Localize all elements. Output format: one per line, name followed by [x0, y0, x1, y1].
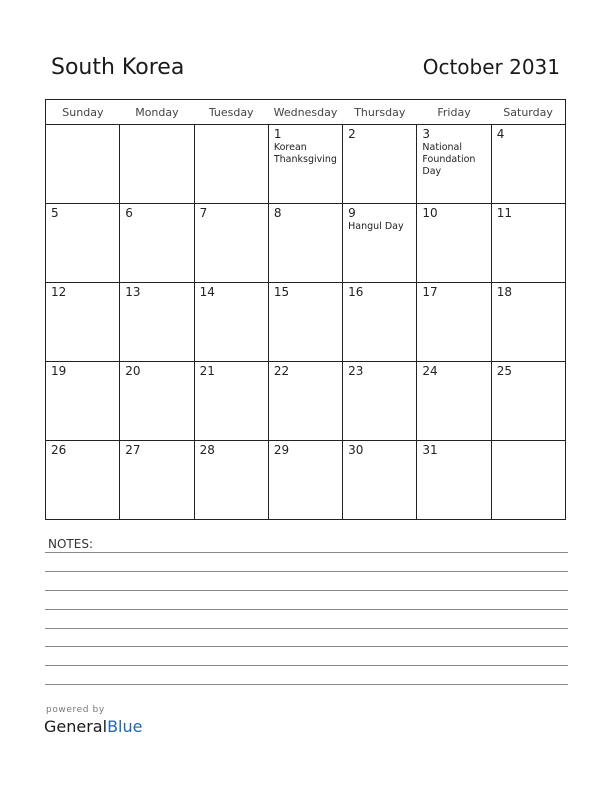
country-title: South Korea — [51, 55, 185, 80]
weekday-header-row — [46, 100, 566, 125]
day-cell — [268, 362, 342, 441]
week-row — [46, 204, 566, 283]
day-cell — [491, 283, 565, 362]
day-cell — [194, 441, 268, 520]
day-number: 12 — [51, 285, 67, 299]
day-cell — [120, 441, 194, 520]
note-line — [45, 646, 568, 647]
day-cell — [417, 283, 491, 362]
weekday-tuesday: Tuesday — [194, 100, 268, 125]
day-cell — [491, 441, 565, 520]
day-cell — [46, 441, 120, 520]
day-cell — [417, 441, 491, 520]
day-number: 6 — [125, 206, 133, 220]
week-row — [46, 283, 566, 362]
day-number: 28 — [199, 443, 215, 457]
day-cell — [491, 125, 565, 204]
note-line — [45, 552, 568, 553]
day-number: 24 — [422, 364, 438, 378]
day-cell — [491, 204, 565, 283]
weekday-thursday: Thursday — [343, 100, 417, 125]
notes-label: NOTES: — [48, 537, 93, 551]
day-number: 14 — [199, 285, 215, 299]
day-number: 26 — [51, 443, 67, 457]
day-number: 19 — [51, 364, 67, 378]
powered-by-text: powered by — [46, 705, 105, 715]
day-number: 18 — [496, 285, 512, 299]
day-number: 3 — [422, 127, 431, 141]
holiday-label: National Foundation Day — [422, 142, 476, 177]
day-cell — [194, 204, 268, 283]
generalblue-logo — [44, 717, 142, 736]
day-cell — [46, 204, 120, 283]
note-line — [45, 684, 568, 685]
note-line — [45, 571, 568, 572]
day-number: 13 — [125, 285, 141, 299]
day-cell — [194, 362, 268, 441]
day-number: 8 — [273, 206, 282, 220]
note-line — [45, 665, 568, 666]
day-cell — [194, 283, 268, 362]
note-line — [45, 590, 568, 591]
holiday-label: Hangul Day — [348, 221, 404, 232]
day-cell — [46, 362, 120, 441]
weekday-saturday: Saturday — [491, 100, 565, 125]
day-number: 20 — [125, 364, 141, 378]
day-number: 29 — [273, 443, 290, 457]
day-cell — [120, 283, 194, 362]
day-number: 21 — [199, 364, 215, 378]
day-number: 30 — [348, 443, 364, 457]
week-row — [46, 125, 566, 204]
day-cell — [417, 204, 491, 283]
brand-blue-text: Blue — [107, 717, 143, 736]
day-cell — [491, 362, 565, 441]
day-cell — [343, 441, 417, 520]
day-cell — [343, 125, 417, 204]
day-cell — [417, 362, 491, 441]
day-cell — [343, 204, 417, 283]
weekday-wednesday: Wednesday — [268, 100, 342, 125]
day-cell — [417, 125, 491, 204]
note-line — [45, 628, 568, 629]
day-number: 5 — [51, 206, 59, 220]
day-number: 4 — [496, 127, 505, 141]
day-cell — [268, 283, 342, 362]
day-cell — [46, 283, 120, 362]
calendar-grid — [45, 99, 566, 520]
day-cell — [120, 362, 194, 441]
day-number: 27 — [125, 443, 141, 457]
weekday-sunday: Sunday — [46, 100, 120, 125]
day-number: 10 — [422, 206, 438, 220]
day-number: 23 — [348, 364, 364, 378]
day-number: 9 — [348, 206, 356, 220]
month-year-title: October 2031 — [422, 55, 560, 79]
brand-general-text: General — [44, 717, 108, 736]
day-cell — [268, 125, 342, 204]
weekday-monday: Monday — [120, 100, 194, 125]
day-number: 1 — [273, 127, 282, 141]
note-line — [45, 609, 568, 610]
holiday-label: Korean Thanksgiving — [273, 142, 337, 165]
weekday-friday: Friday — [417, 100, 491, 125]
day-number: 31 — [422, 443, 438, 457]
day-cell — [120, 204, 194, 283]
week-row — [46, 362, 566, 441]
day-number: 11 — [496, 206, 512, 220]
day-number: 22 — [273, 364, 290, 378]
week-row — [46, 441, 566, 520]
day-cell — [343, 283, 417, 362]
day-cell — [343, 362, 417, 441]
day-number: 2 — [348, 127, 356, 141]
day-number: 25 — [496, 364, 512, 378]
day-number: 17 — [422, 285, 438, 299]
day-cell — [120, 125, 194, 204]
day-cell — [268, 204, 342, 283]
day-number: 16 — [348, 285, 364, 299]
day-cell — [194, 125, 268, 204]
day-cell — [46, 125, 120, 204]
day-number: 7 — [199, 206, 208, 220]
day-cell — [268, 441, 342, 520]
day-number: 15 — [273, 285, 290, 299]
